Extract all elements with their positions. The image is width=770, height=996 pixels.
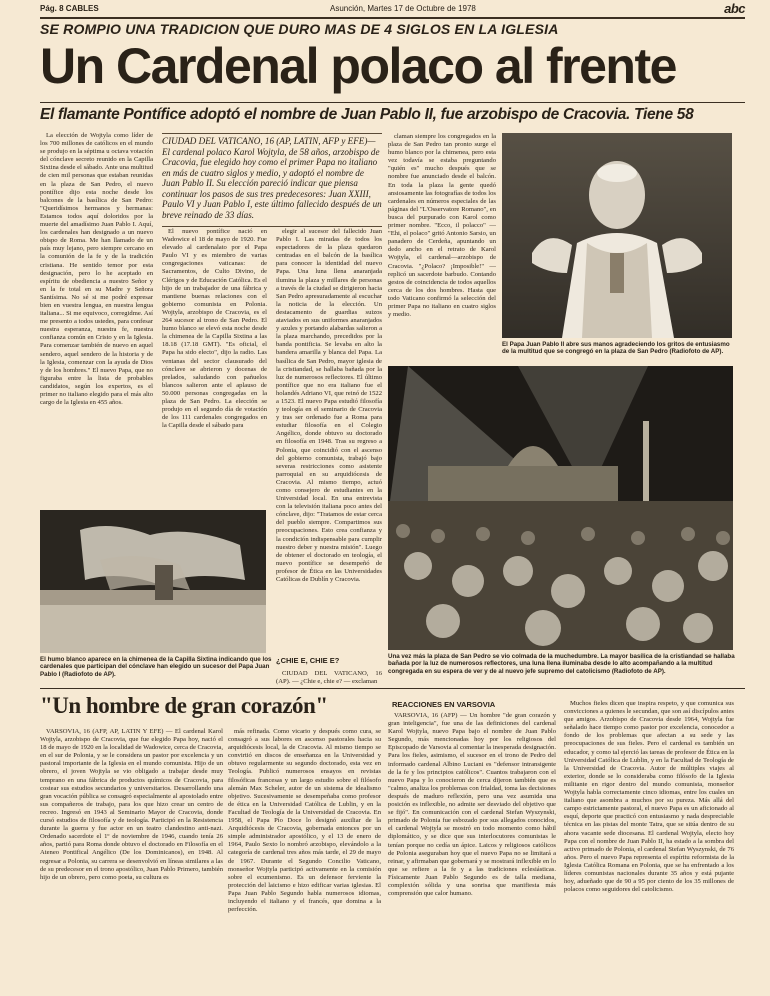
square-photo <box>388 366 733 650</box>
st-peters-square-image <box>388 366 733 650</box>
article-text: CIUDAD DEL VATICANO, 16 (AP). — ¿Chie e, chie e? — exclaman <box>276 670 382 686</box>
section2-title: "Un hombre de gran corazón" <box>40 693 328 718</box>
page-label: Pág. 8 CABLES <box>40 4 99 13</box>
square-caption: Una vez más la plaza de San Pedro se vio colmada de la muchedumbre. La mayor basílica de la cristiandad se hallaba bañada por la luz de numerosos reflectores, una luna llena iluminaba desde lo alto acompañando a la multitud congregada en su espera de ver y de al nuevo jefe supremo del catolicismo (Radiofoto de AP). <box>388 653 735 675</box>
headline-rule <box>40 102 745 103</box>
chie-title: ¿CHIE E, CHIE E? <box>276 656 340 665</box>
section2-col-1 <box>40 728 223 966</box>
section2-col-2 <box>228 728 381 966</box>
chie-text <box>276 670 382 688</box>
reactions-title: REACCIONES EN VARSOVIA <box>392 700 496 709</box>
article-text: claman siempre los congregados en la plaza de San Pedro tan pronto surge el humo blanco por la chimenea, pero esta vez todavía se estaba preguntando "quién es" mucho después que se nombre fue anunciado desde el balcón. En toda la plaza la gente quedó ansiosamente las fotografías de todos los cardenales en números especiales de las páginas del "L'Osservatore Romano", en busca del purpurado con Karol como primer nombre. "Ecco, il polacco" — "Ehi, el polaco" gritó Antonio Sarsio, un panadero de Cerdeña, apuntando un dedo ancho en el retrato de Karol Wojtyla, el cardenal—arzobispo de Cracovia. "¿Polaco? ¡Imposible!" — replicó un sacerdote barbudo. Contando gestos de coincidencia de todos aquellos cerca de los dos hombres. Hasta que todo Vaticano confirmó la selección del primer Papa no italiano en cuatro siglos y medio. <box>388 133 496 319</box>
article-text: VARSOVIA, 16 (AFP, AP, LATIN Y EFE) — El cardenal Karol Wojtyla, arzobispo de Cracovia, que fue elegido Papa hoy, nació el 18 de mayo de 1920 en la localidad de Wadowice, cerca de Cracovia, en el sur de Polonia, y se le considera un pastor por excelencia y un pastoral importante de la Iglesia en el mundo comunista. Hijo de un obrero, el joven Wojtyla se vio obligado a trabajar desde muy temprano en una fábrica de productos químicos de Cracovia, para costear sus estudios secundarios y universitarios. Desarrollando una gran vocación pública se consagró especialmente al apostolado entre sus compañeros de trabajo, para los que hizo crear un centro de recreo. Ingresó en 1943 al Seminario Mayor de Cracovia, donde cursó estudios de filosofía y de teología. Participó en la Resistencia durante la guerra y fue actor en un teatro clandestino anti-nazi. Ordenado sacerdote el 1º de noviembre de 1946, cuando tenía 26 años, partió para Roma donde obtuvo el doctorado en Filosofía en el Ateneo Pontifical Angélico (De los Dominicanos), en 1948. Al regresar a Polonia, su carrera se desenvolvió en líneas similares a las de su predecesor en el trono apostólico, Juan Pablo Primero, también hijo de un obrero, pero como poeta, su cultura es <box>40 728 223 881</box>
headline: Un Cardenal polaco al frente <box>40 38 676 94</box>
section2-col-3 <box>388 712 556 966</box>
article-text: más refinada. Como vicario y después como cura, se consagró a sus labores en ascenso pastorales hacia su arquidiócesis local, la de Cracovia. Al mismo tiempo se convirtió en discos de enseñanza en la Universidad y obtuvo regularmente su segundo doctorado, esta vez en Teología. Publicó numerosos ensayos en revistas filosóficas francesas y un largo estudio sobre el filósofo alemán Max Scheler, autor de un sistema de idealismo objetivo. Sucesivamente se desempeñaba como profesor de ética en la Universidad Católica de Lublin, y en la Facultad de Teología de la Universidad de Cracovia. En 1958, el Papa Pío Doce lo designó auxiliar de la Arquidiócesis de Cracovia, gobernada entonces por un simple administrador apostólico, y el 13 de enero de 1964, Paulo Sexto lo nombró arzobispo, elevándolo a la categoría de cardenal tres años más tarde, el 29 de mayo de 1967. Durante el Segundo Concilio Vaticano, monseñor Wojtyla participó activamente en la comisión sobre el ecumenismo. Es un defensor ferviente la protección del laicismo e hizo edificar varias iglesias. El Papa Juan Pablo Segundo habla numerosos idiomas, incluyendo el italiano y el francés, que domina a la perfección. <box>228 728 381 914</box>
newspaper-logo: abc <box>724 1 745 16</box>
section-rule <box>40 688 745 689</box>
article-text: elegir al sucesor del fallecido Juan Pablo I. Las miradas de todos los espectadores de la plaza quedaron centradas en el balcón de la basílica para conocer la identidad del nuevo Papa. Una luna llena anaranjada ilumina la plaza y millares de personas a través de la ciudad se dirigieron hacia San Pedro apresuradamente al escuchar la noticia de la elección. Un destacamento de guardias suizos ataviados en sus uniformes anaranjados y azules y portando alabardas salieron a la plaza marchando, precedidos por la banda pontificia. Se levaba en alto la bandera amarilla y blanca del Papa. La basílica de San Pedro, mayor iglesia de la cristiandad, se hallaba bañada por la luz de numerosos reflectores. El último pontífice que no era italiano fue el holandés Adriano VI, que reinó de 1522 a 1523. El nuevo Papa estudió filosofía y teología en el seminario de Cracovia y tras ser ordenado fue a Roma para estudiar filosofía en el Colegio Angélico, donde obtuvo su doctorado en filosofía en 1948. Tras su regreso a Polonia, que coincidió con el ascenso del gobierno comunista, trabajó bajo severas restricciones como asistente parroquial en su arquidiócesis de Cracovia. Al mismo tiempo, actuó como consejero de estudiantes en la Universidad local. En una entrevista con la televisión italiana poco antes del cónclave, dijo: "Tratamos de estar cerca del pueblo siempre. Compartimos sus preocupaciones. Esto crea confianza y la condición indispensable para cumplir nuestro deber y nuestra misión". Luego de obtener el doctorado en teología, el nuevo pontífice se desempeñó de profesor de Ética en las Universidades Católicas de Dublín y Cracovia. <box>276 228 382 584</box>
lead-paragraph: CIUDAD DEL VATICANO, 16 (AP, LATIN, AFP y EFE)— El cardenal polaco Karol Wojtyla, de 58 años, arzobispo de Cracovia, fue elegido hoy como el primer Papa no italiano en más de cuatro siglos y medio, y adoptó el nombre de Juan Pablo II. Su elección pareció indicar que piensa continuar los pasos de sus tres predecesores: Juan XXIII, Paulo VI y Juan Pablo I, este último fallecido después de un breve reinado de 33 días. <box>162 133 382 227</box>
kicker: SE ROMPIO UNA TRADICION QUE DURO MAS DE 4 SIGLOS EN LA IGLESIA <box>40 21 559 37</box>
article-col-1 <box>40 132 153 508</box>
section2-col-4 <box>564 700 734 966</box>
masthead <box>40 2 745 16</box>
article-text: VARSOVIA, 16 (AFP) — Un hombre "de gran corazón y gran inteligencia", fue una de las definiciones del cardenal Karol Wojtyla, nuevo Papa bajo el nombre de Juan Pablo Segundo, más mencionadas hoy por los religiosos del Episcopado de Varsovia al comentar la inesperada designación. Para los fieles, asimismo, el sucesor en el trono de Pedro del informado cardenal Albino Luciani es "defensor intransigente de la fe y los principios católicos". Cuantos trabajaron con el nuevo Papa y lo conocieron de cerca dijeron también que es "calmo, analiza los problemas con frialdad, toma las decisiones después de maduro reflexión, pero una vez asumida una posición es inflexible, no admite ser desviado del objetivo que se fijó". En comunicación con el cardenal Stefan Wyszynski, primado de Polonia fue esbozado por sus allegados conocidos, el cardenal Wojtyla se mostró en todo momento como hábil diplomático, y se dice que sus interlocutores comunistas le tenían porque no cedía un ápice. Laicos y religiosos católicos de Polonia aseguraban hoy que el nuevo Papa no se limitará a reinar, y afirmaban que gobernará y se mostrará inflexible en lo que se refiere a la fe y a las tradiciones eclesiásticas. Físicamente Juan Pablo Segundo es de talla mediana, complexión sólida y una sonrisa que manifiesta más comprensión que calor humano. <box>388 712 556 898</box>
pope-caption: El Papa Juan Pablo II abre sus manos agradeciendo los gritos de entusiasmo de la multitud que se congregó en la plaza de San Pedro (Radiofoto de AP). <box>502 341 730 356</box>
article-text: El nuevo pontífice nació en Wadowice el 18 de mayo de 1920. Fue elevado al cardenalato por el Papa Paulo VI y es miembro de varias congregaciones vaticanas: de Sacramentos, de Culto Divino, de Clérigos y de Educación Católica. Es el hijo de un trabajador de una fábrica y mantiene buenas relaciones con el gobierno comunista en Polonia. Wojtyla, arzobispo de Cracovia, es el 264 sucesor al trono de San Pedro. El humo blanco se elevó esta noche desde la chimenea de la Capilla Sixtina a las 18.18 (17.18 GMT). "Es oficial, el Papa ha sido electo", dijo la radio. Las ventanas del sector clausurado del cónclave se abrieron y docenas de prelados, saludando con pañuelos blancos salieron ante el aplauso de 50.000 personas congregadas en la plaza de San Pedro. La elección se produjo en el segundo día de votación de los 111 cardenales congregados en la Capilla desde el sábado para <box>162 228 267 430</box>
pope-image <box>502 133 732 338</box>
article-text: Muchos fieles dicen que inspira respeto, y que comunica sus convicciones a quienes le secundan, que son así discípulos antes que amigos. Arzobispo de Cracovia desde 1964, Wojtyla fue señalado hace tiempo como pastor por excelencia, conocedor a fondo de los problemas que afectan a su sede y las preocupaciones de sus fieles. Pero el cardenal es también un educador, y como tal ejerció las tareas de profesor de Ética en la Universidad Católica de Lublin, y en la Facultad de Teología de la Universidad de Cracovia. Autor de múltiples viajes al exterior, donde se lo consideraba como filósofo de la Iglesia militante en rigor dentro del mundo comunista, monseñor Wojtyla habla correctamente cinco idiomas, entre los cuales un italiano que asombra a muchos por su pureza. Más allá del campo estrictamente pastoral, el nuevo Papa es un aficionado al esquí, deporte que practicó con entusiasmo y nada despreciable técnica en las pistas del monte Tatra, que se sitúa dentro de su ahora vacante sede diocesana. El cardenal Wojtyla, electo hoy Papa con el nombre de Juan Pablo II, ha estado a la sombra del activo primado de Polonia, el cardenal Stefan Wyszynski, de 76 años. Pero el nuevo Papa representa el espíritu reformista de la Iglesia Católica Romana en Polonia, que se ha enfrentado a los líderes comunistas nacionales durante 35 años y está pujante hoy, adueñado que de 90 a 95 por ciento de los 35 millones de polacos como seguidores del catolicismo. <box>564 700 734 894</box>
chimney-smoke-image <box>40 510 266 653</box>
subhead: El flamante Pontífice adoptó el nombre de Juan Pablo II, fue arzobispo de Cracovia. Tiene 58 <box>40 106 694 123</box>
article-text: La elección de Wojtyla como líder de los 700 millones de católicos en el mundo se produjo en la séptima u octava votación del cónclave secreto reunido en la Capilla Sixtina desde el sábado. Ante una multitud de cien mil personas que estaban reunidas en la plaza de San Pedro, el nuevo pontífice dijo esta noche desde los balcones de la basílica de San Pedro: "Queridísimos hermanos y hermanas: Estamos todos aquí doloridos por la muerte del amadísimo Juan Pablo I. Aquí, los cardenales han designado a un nuevo obispo de Roma. Me han llamado de un país muy lejano, pero siempre cercano en la comunión de la fe y de la tradición cristiana. He sentido temor por esta designación, pero lo he aceptado en espíritu de obediencia a nuestro Señor y en la fe total en su Madre y Señora Santísima. No sé si me podré expresar bien en vuestra lengua, en nuestra lengua italiana... Si me equivoco, corregidme. Así me presento a todos ustedes, para confesar nuestra esperanza, nuestra fe, nuestra confianza común en Cristo y en la Iglesia. Para comenzar también de nuevo en aquel sendero, aquel sendero de la historia y de la Iglesia, comenzar con la ayuda de Dios y de los hombres." El nuevo Papa, que no figuraba entre la lista de probables candidatos, según los expertos, es el primer no italiano elegido para el más alto cargo de la Iglesia en 455 años. <box>40 132 153 407</box>
article-col-2 <box>162 228 267 508</box>
date-line: Asunción, Martes 17 de Octubre de 1978 <box>330 4 476 13</box>
top-rule <box>40 17 745 19</box>
smoke-photo <box>40 510 266 653</box>
article-col-4 <box>388 133 496 361</box>
article-col-3 <box>276 228 382 646</box>
pope-photo <box>502 133 732 338</box>
smoke-caption: El humo blanco aparece en la chimenea de la Capilla Sixtina indicando que los cardenales que participan del cónclave han elegido un sucesor del Papa Juan Pablo I (Radiofoto de AP). <box>40 656 272 678</box>
